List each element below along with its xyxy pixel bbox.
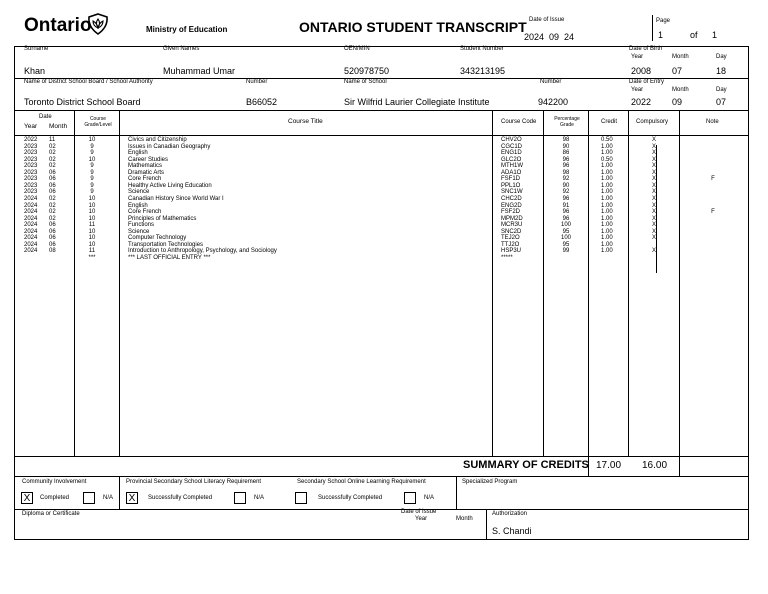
- page-total: 1: [712, 30, 718, 40]
- dob-day-value: 18: [716, 66, 727, 76]
- row-grade: 10: [88, 137, 96, 143]
- ministry-name: Ministry of Education: [146, 25, 228, 34]
- student-number-label: Student Number: [460, 46, 504, 52]
- row-percentage: 96: [562, 209, 570, 216]
- row-month: 02: [49, 215, 56, 222]
- footer-month-label: Month: [456, 516, 473, 522]
- row-credit: 1.00: [601, 195, 613, 202]
- row-credit: 1.00: [601, 202, 613, 209]
- row-grade: 10: [88, 241, 96, 248]
- row-course-code: ENG2D: [501, 202, 522, 209]
- row-percentage: 90: [562, 143, 570, 150]
- ontario-trillium-icon: [87, 13, 109, 35]
- row-month: 02: [49, 163, 56, 170]
- row-course-title: Healthy Active Living Education: [128, 182, 212, 189]
- header-year: Year: [24, 123, 38, 130]
- row-year: 2023: [24, 163, 38, 170]
- table-row: [0, 255, 768, 262]
- row-compulsory: X: [651, 169, 656, 176]
- table-row: [0, 229, 768, 236]
- row-month: 06: [49, 222, 56, 229]
- header-date: Date: [39, 114, 52, 120]
- row-credit: 1.00: [601, 182, 613, 189]
- table-row: [0, 196, 768, 203]
- row-grade: 10: [88, 215, 96, 222]
- table-row: [0, 176, 768, 183]
- row-month: 06: [49, 169, 56, 176]
- community-na-label: N/A: [103, 495, 114, 501]
- row-percentage: 96: [562, 163, 570, 170]
- row-course-title: Core French: [128, 176, 162, 183]
- online-na-label: N/A: [424, 495, 435, 501]
- row-year: 2024: [24, 248, 38, 255]
- table-row: [0, 248, 768, 255]
- table-row: [0, 137, 768, 144]
- row-course-title: English: [128, 202, 148, 209]
- row-percentage: 98: [562, 137, 570, 143]
- row-course-title: Introduction to Anthropology, Psychology, and Sociology: [128, 248, 277, 255]
- row-month: 02: [49, 202, 56, 209]
- row-course-code: CGC1D: [501, 143, 523, 150]
- row-grade: ***: [88, 254, 96, 261]
- row-year: 2024: [24, 195, 38, 202]
- header-course-code: Course Code: [501, 119, 537, 125]
- date-of-issue-value: 2024 09 24: [524, 32, 575, 42]
- row-year: 2023: [24, 150, 38, 157]
- row-course-code: SNC2D: [501, 228, 522, 235]
- literacy-na-checkbox[interactable]: [234, 492, 246, 504]
- school-name-value: Sir Wilfrid Laurier Collegiate Institute: [344, 97, 490, 107]
- row-grade: 10: [88, 235, 96, 242]
- online-learning-label: Secondary School Online Learning Requirement: [297, 479, 426, 485]
- row-month: 02: [49, 156, 56, 163]
- total-credits-value: 17.00: [596, 460, 622, 471]
- row-course-title: Computer Technology: [128, 235, 187, 242]
- row-percentage: 91: [562, 202, 570, 209]
- row-compulsory: X: [651, 202, 656, 209]
- date-of-issue-label: Date of Issue: [529, 17, 565, 23]
- table-row: [0, 157, 768, 164]
- row-course-title: Science: [128, 189, 150, 196]
- online-na-checkbox[interactable]: [404, 492, 416, 504]
- row-course-code: MCR3U: [501, 222, 523, 229]
- table-row: [0, 222, 768, 229]
- ontario-logo-text: Ontario: [24, 15, 92, 36]
- row-course-title: Mathematics: [128, 163, 163, 170]
- summary-of-credits-label: SUMMARY OF CREDITS: [463, 459, 589, 471]
- diploma-label: Diploma or Certificate: [22, 511, 80, 517]
- row-course-title: Civics and Citizenship: [128, 137, 187, 143]
- row-credit: 1.00: [601, 169, 613, 176]
- board-label: Name of District School Board / School Authority: [24, 79, 153, 85]
- row-course-code: ENG1D: [501, 150, 522, 157]
- row-course-code: MPM2D: [501, 215, 523, 222]
- dob-month-value: 07: [672, 66, 683, 76]
- row-compulsory: X: [651, 215, 656, 222]
- row-grade: 9: [90, 143, 94, 150]
- row-compulsory: X: [651, 235, 656, 242]
- row-month: 02: [49, 150, 56, 157]
- row-credit: 1.00: [601, 241, 613, 248]
- row-compulsory: X: [651, 228, 656, 235]
- row-percentage: 90: [562, 182, 570, 189]
- row-course-title: Canadian History Since World War I: [128, 195, 224, 202]
- row-course-code: ADA1O: [501, 169, 522, 176]
- row-grade: 10: [88, 228, 96, 235]
- row-course-code: TTJ2O: [501, 241, 520, 248]
- row-credit: 1.00: [601, 228, 613, 235]
- document-title: ONTARIO STUDENT TRANSCRIPT: [299, 19, 527, 35]
- oen-label: OEN/MIN: [344, 46, 370, 52]
- board-value: Toronto District School Board: [24, 97, 141, 107]
- row-compulsory: X: [651, 248, 656, 255]
- row-percentage: 96: [562, 215, 570, 222]
- community-involvement-label: Community Involvement: [22, 479, 87, 485]
- row-percentage: 100: [560, 235, 571, 242]
- table-row: [0, 189, 768, 196]
- row-compulsory: X: [651, 163, 656, 170]
- table-row: [0, 144, 768, 151]
- row-credit: 1.00: [601, 215, 613, 222]
- row-course-code: GLC2O: [501, 156, 522, 163]
- row-grade: 10: [88, 195, 96, 202]
- row-credit: 1.00: [601, 143, 613, 150]
- row-compulsory: X: [651, 189, 656, 196]
- row-course-code: FSF2D: [501, 209, 521, 216]
- row-percentage: 92: [562, 189, 570, 196]
- row-course-title: Issues in Canadian Geography: [128, 143, 211, 150]
- row-month: 06: [49, 189, 56, 196]
- row-credit: 1.00: [601, 235, 613, 242]
- row-grade: 9: [90, 163, 94, 170]
- row-note: F: [711, 176, 715, 183]
- entry-day-label: Day: [716, 87, 727, 93]
- row-course-title: Dramatic Arts: [128, 169, 165, 176]
- row-percentage: 95: [562, 228, 570, 235]
- row-course-code: SNC1W: [501, 189, 523, 196]
- row-course-code: CHV2O: [501, 137, 522, 143]
- dob-day-label: Day: [716, 54, 727, 60]
- surname-value: Khan: [24, 66, 46, 76]
- row-course-title: Career Studies: [128, 156, 169, 163]
- row-month: 06: [49, 241, 56, 248]
- literacy-na-label: N/A: [254, 495, 265, 501]
- header-compulsory: Compulsory: [636, 119, 669, 125]
- row-credit: 1.00: [601, 150, 613, 157]
- row-compulsory: X: [651, 137, 656, 143]
- row-course-code: CHC2D: [501, 195, 522, 202]
- row-grade: 10: [88, 209, 96, 216]
- literacy-completed-checkbox[interactable]: X: [126, 492, 138, 504]
- oen-value: 520978750: [344, 66, 390, 76]
- online-completed-label: Successfully Completed: [318, 495, 383, 501]
- row-course-title: Transportation Technologies: [128, 241, 204, 248]
- entry-date-label: Date of Entry: [629, 79, 665, 85]
- row-month: 02: [49, 143, 56, 150]
- row-month: 06: [49, 228, 56, 235]
- row-credit: 1.00: [601, 222, 613, 229]
- row-compulsory: X: [651, 156, 656, 163]
- row-grade: 9: [90, 150, 94, 157]
- page-number: 1: [658, 30, 664, 40]
- dob-label: Date of Birth: [629, 46, 663, 52]
- authorization-label: Authorization: [492, 511, 528, 517]
- row-compulsory: X: [651, 222, 656, 229]
- row-year: 2024: [24, 235, 38, 242]
- row-percentage: 96: [562, 195, 570, 202]
- table-row: [0, 150, 768, 157]
- online-completed-checkbox[interactable]: [295, 492, 307, 504]
- table-row: [0, 203, 768, 210]
- row-grade: 9: [90, 189, 94, 196]
- table-row: [0, 242, 768, 249]
- compulsory-credits-value: 16.00: [642, 460, 668, 471]
- header-percentage: Percentage Grade: [554, 116, 580, 128]
- row-percentage: 98: [562, 169, 570, 176]
- row-grade: 10: [88, 202, 96, 209]
- dob-year-value: 2008: [631, 66, 652, 76]
- row-percentage: 99: [562, 248, 570, 255]
- row-compulsory: X: [651, 143, 656, 150]
- row-month: 08: [49, 248, 56, 255]
- entry-month-label: Month: [672, 87, 689, 93]
- row-month: 02: [49, 209, 56, 216]
- page-of: of: [690, 30, 698, 40]
- table-row: [0, 235, 768, 242]
- entry-year-label: Year: [631, 87, 644, 93]
- row-course-title: English: [128, 150, 148, 157]
- row-grade: 11: [88, 248, 96, 255]
- row-course-code: PPL1O: [501, 182, 521, 189]
- row-course-title: Core French: [128, 209, 162, 216]
- row-compulsory: X: [651, 150, 656, 157]
- row-course-title: Principles of Mathematics: [128, 215, 197, 222]
- row-compulsory: X: [651, 182, 656, 189]
- row-year: 2023: [24, 182, 38, 189]
- footer-date-issue-label: Date of Issue: [401, 509, 437, 515]
- row-grade: 9: [90, 176, 94, 183]
- row-grade: 9: [90, 169, 94, 176]
- given-names-value: Muhammad Umar: [163, 66, 236, 76]
- row-course-title: Science: [128, 228, 150, 235]
- row-credit: 1.00: [601, 248, 613, 255]
- row-year: 2024: [24, 215, 38, 222]
- row-month: 02: [49, 195, 56, 202]
- dob-month-label: Month: [672, 54, 689, 60]
- row-year: 2023: [24, 189, 38, 196]
- school-number-label: Number: [540, 79, 562, 85]
- row-note: F: [711, 209, 715, 216]
- community-na-checkbox[interactable]: [83, 492, 95, 504]
- specialized-program-label: Specialized Program: [462, 479, 518, 485]
- row-course-title: Functions: [128, 222, 155, 229]
- header-month: Month: [49, 123, 68, 130]
- row-credit: 1.00: [601, 209, 613, 216]
- row-course-code: *****: [501, 254, 513, 261]
- row-year: 2024: [24, 209, 38, 216]
- row-percentage: 92: [562, 176, 570, 183]
- row-month: 06: [49, 235, 56, 242]
- literacy-completed-label: Successfully Completed: [148, 495, 213, 501]
- row-year: 2024: [24, 228, 38, 235]
- row-year: 2023: [24, 176, 38, 183]
- row-year: 2024: [24, 222, 38, 229]
- given-names-label: Given Names: [163, 46, 200, 52]
- header-course-title: Course Title: [288, 118, 323, 125]
- row-month: 06: [49, 176, 56, 183]
- row-compulsory: X: [651, 176, 656, 183]
- row-credit: 0.50: [601, 137, 613, 143]
- row-course-code: MTH1W: [501, 163, 523, 170]
- community-completed-checkbox[interactable]: X: [21, 492, 33, 504]
- table-row: [0, 216, 768, 223]
- row-year: 2024: [24, 202, 38, 209]
- row-credit: 1.00: [601, 163, 613, 170]
- header-grade-level: Course Grade/Level: [84, 116, 112, 128]
- row-percentage: 100: [560, 222, 571, 229]
- student-number-value: 343213195: [460, 66, 506, 76]
- authorization-value: S. Chandi: [492, 526, 532, 536]
- literacy-requirement-label: Provincial Secondary School Literacy Requirement: [126, 479, 262, 485]
- board-number-label: Number: [246, 79, 268, 85]
- row-grade: 9: [90, 182, 94, 189]
- entry-year-value: 2022: [631, 97, 652, 107]
- row-credit: 0.50: [601, 156, 613, 163]
- row-grade: 11: [88, 222, 96, 229]
- entry-day-value: 07: [716, 97, 727, 107]
- page-label: Page: [656, 18, 671, 24]
- row-credit: 1.00: [601, 189, 613, 196]
- row-course-code: HSP3U: [501, 248, 522, 255]
- community-completed-label: Completed: [40, 495, 70, 501]
- row-year: 2023: [24, 143, 38, 150]
- table-row: [0, 183, 768, 190]
- school-name-label: Name of School: [344, 79, 387, 85]
- row-year: 2024: [24, 241, 38, 248]
- table-row: [0, 209, 768, 216]
- row-credit: 1.00: [601, 176, 613, 183]
- footer-year-label: Year: [415, 516, 428, 522]
- row-year: 2022: [24, 137, 38, 143]
- row-course-code: FSF1D: [501, 176, 521, 183]
- row-year: 2023: [24, 169, 38, 176]
- board-number-value: B66052: [246, 97, 278, 107]
- row-course-code: TEJ2O: [501, 235, 520, 242]
- row-month: 06: [49, 182, 56, 189]
- school-number-value: 942200: [538, 97, 569, 107]
- row-percentage: 86: [562, 150, 570, 157]
- row-course-title: *** LAST OFFICIAL ENTRY ***: [128, 254, 211, 261]
- row-month: 11: [49, 137, 56, 143]
- row-percentage: 95: [562, 241, 570, 248]
- row-year: 2023: [24, 156, 38, 163]
- table-row: [0, 163, 768, 170]
- dob-year-label: Year: [631, 54, 644, 60]
- surname-label: Surname: [24, 46, 49, 52]
- row-percentage: 96: [562, 156, 570, 163]
- table-row: [0, 170, 768, 177]
- entry-month-value: 09: [672, 97, 683, 107]
- header-credit: Credit: [601, 119, 618, 125]
- row-compulsory: X: [651, 209, 656, 216]
- row-grade: 10: [88, 156, 96, 163]
- header-note: Note: [706, 119, 719, 125]
- row-compulsory: X: [651, 195, 656, 202]
